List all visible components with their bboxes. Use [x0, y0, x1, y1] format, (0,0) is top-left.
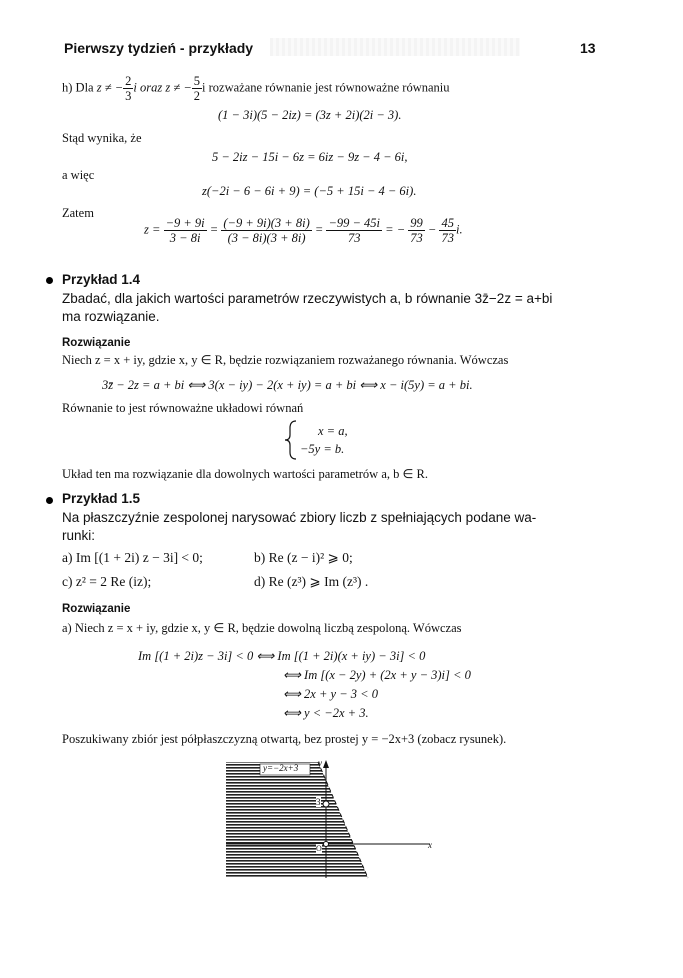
- fraction: $\frac{2}{3}$: [125, 74, 132, 103]
- condition-b: b) Re (z − i)² ⩾ 0;: [254, 550, 353, 565]
- text-stad: Stąd wynika, że: [62, 131, 142, 145]
- solution-heading: Rozwiązanie: [62, 337, 131, 349]
- origin-point: [324, 842, 329, 847]
- example-1-5-statement-line1: Na płaszczyźnie zespolonej narysować zbiory liczb z spełniających podane wa-: [62, 510, 537, 525]
- solution-line3: Układ ten ma rozwiązanie dla dowolnych wartości parametrów a, b ∈ R.: [62, 467, 428, 481]
- y-axis-label: y: [318, 758, 322, 768]
- solution-a-line1: a) Niech z = x + iy, gdzie x, y ∈ R, będzie dowolną liczbą zespoloną. Wówczas: [62, 621, 462, 635]
- example-1-5-statement-line2: runki:: [62, 528, 96, 543]
- chain-step-2: ⟺ Im [(x − 2y) + (2x + y − 3)i] < 0: [283, 668, 471, 682]
- fraction: $\frac{(-9 + 9i)(3 + 8i)}{(3 - 8i)(3 + 8i)}$: [223, 216, 310, 245]
- equation-1: (1 − 3i)(5 − 2iz) = (3z + 2i)(2i − 3).: [218, 108, 402, 122]
- header-scan-noise: [270, 38, 520, 56]
- chain-step-4: ⟺ y < −2x + 3.: [283, 706, 369, 720]
- bullet-icon: [46, 497, 53, 504]
- part-h-label: h): [62, 80, 73, 95]
- condition-a: a) Im [(1 + 2i) z − 3i] < 0;: [62, 550, 203, 565]
- condition-c: c) z² = 2 Re (iz);: [62, 574, 152, 589]
- half-plane-figure: [222, 758, 438, 882]
- fraction: $\frac{-99 - 45i}{73}$: [328, 216, 381, 245]
- bullet-icon: [46, 277, 53, 284]
- shaded-half-plane: [226, 762, 368, 878]
- fraction: $\frac{5}{2}$: [193, 74, 201, 103]
- example-1-4-title: Przykład 1.4: [62, 272, 141, 287]
- y-intercept-point: [323, 801, 329, 807]
- fraction: $\frac{-9 + 9i}{3 - 8i}$: [165, 216, 205, 245]
- equation-4: z = $\frac{-9 + 9i}{3 - 8i}$ = $\frac{(-9 + 9i)(3 + 8i)}{(3 - 8i)(3 + 8i)}$ = $\frac{-99 - 45i}{73}$ = − $\frac{99}{73}$ − $\frac{45}{73}$ i.: [144, 216, 463, 245]
- chain-step-3: ⟺ 2x + y − 3 < 0: [283, 687, 378, 701]
- system-eq-1: x = a,: [318, 424, 348, 438]
- text-a-wiec: a więc: [62, 168, 95, 182]
- solution-line1: Niech z = x + iy, gdzie x, y ∈ R, będzie rozwiązaniem rozważanego równania. Wówczas: [62, 353, 509, 367]
- line-label: y=−2x+3: [263, 763, 299, 773]
- system-brace: [284, 420, 298, 460]
- part-h-intro: h) Dla z ≠ − $\frac{2}{3}$ i oraz z ≠ − $\frac{5}{2}$ i rozważane równanie jest równoważne równaniu: [62, 74, 450, 103]
- solution-equation: 3z̄ − 2z = a + bi ⟺ 3(x − iy) − 2(x + iy) = a + bi ⟺ x − i(5y) = a + bi.: [102, 378, 473, 392]
- solution-line2: Równanie to jest równoważne układowi równań: [62, 401, 304, 415]
- chain-step-1: Im [(1 + 2i)z − 3i] < 0 ⟺ Im [(1 + 2i)(x + iy) − 3i] < 0: [138, 649, 426, 663]
- running-header-title: Pierwszy tydzień - przykłady: [64, 40, 254, 56]
- example-1-5-title: Przykład 1.5: [62, 491, 141, 506]
- origin-label: O: [316, 844, 322, 853]
- y-axis-arrow-icon: [323, 760, 329, 768]
- conclusion: Poszukiwany zbiór jest półpłaszczyzną otwartą, bez prostej y = −2x+3 (zobacz rysunek).: [62, 732, 507, 746]
- fraction: $\frac{45}{73}$: [441, 216, 454, 245]
- condition-d: d) Re (z³) ⩾ Im (z³) .: [254, 574, 369, 589]
- example-1-4-statement-line1: Zbadać, dla jakich wartości parametrów rzeczywistych a, b równanie 3z̄−2z = a+bi: [62, 291, 553, 306]
- system-eq-2: −5y = b.: [300, 442, 345, 456]
- fraction: $\frac{99}{73}$: [410, 216, 423, 245]
- equation-2: 5 − 2iz − 15i − 6z = 6iz − 9z − 4 − 6i,: [212, 150, 408, 164]
- y-intercept-label: 3: [316, 797, 321, 807]
- x-axis-label: x: [428, 840, 432, 850]
- example-1-4-statement-line2: ma rozwiązanie.: [62, 309, 160, 324]
- page-number: 13: [580, 40, 596, 56]
- equation-3: z(−2i − 6 − 6i + 9) = (−5 + 15i − 4 − 6i).: [202, 184, 417, 198]
- text-zatem: Zatem: [62, 206, 94, 220]
- solution-heading: Rozwiązanie: [62, 603, 131, 615]
